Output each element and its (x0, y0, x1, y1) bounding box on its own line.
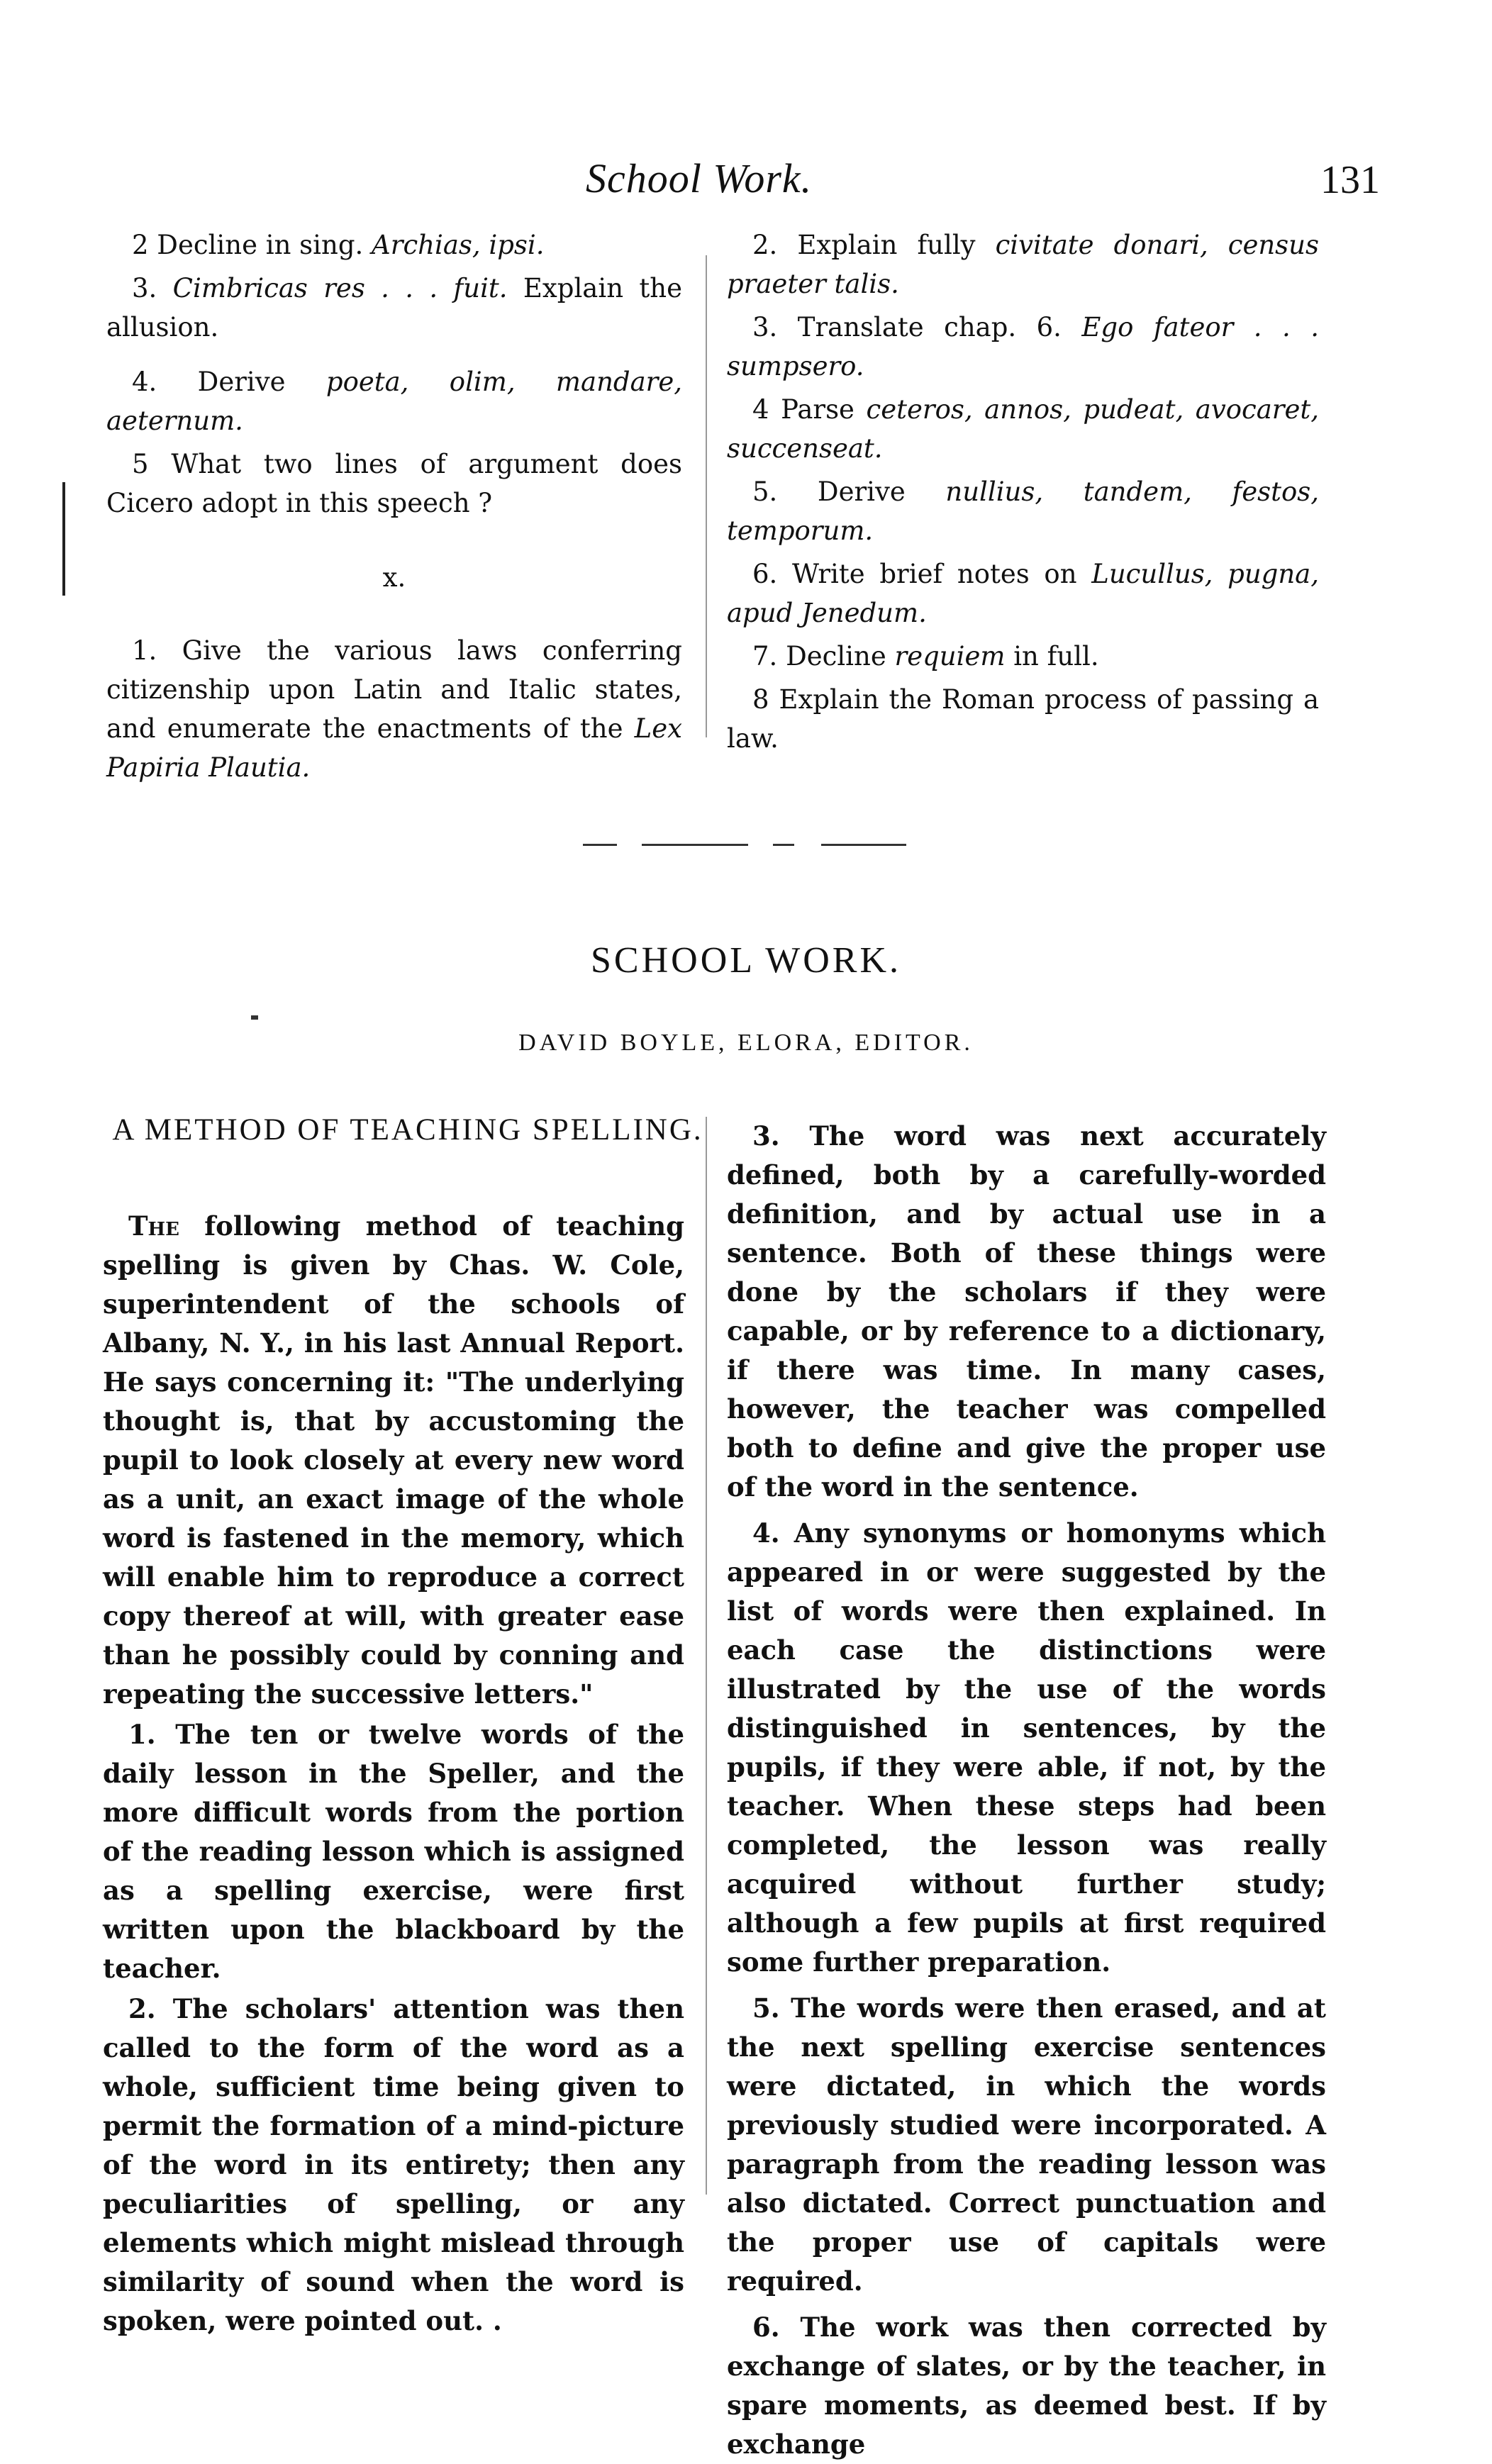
article-left-column (103, 1207, 684, 2341)
section-roman-numeral: x. (382, 562, 406, 593)
column-divider (706, 1117, 707, 2195)
separator-rule (821, 844, 906, 846)
top-left-column (106, 225, 682, 787)
article-paragraph: The following method of teaching spelling is given by Chas. W. Cole, superintendent of the schools of Albany, N. Y., in his last Annual Report. He says concerning it: "The underlying thought is, that by accustoming the pupil to look closely at every new word as a unit, an exact image of the whole word is fastened in the memory, which will enable him to reproduce a correct copy thereof at will, with greater ease than he possibly could by conning and repeating the successive letters." (103, 1210, 684, 1710)
article-title: A METHOD OF TEACHING SPELLING. (112, 1113, 703, 1147)
article-paragraph: 5. The words were then erased, and at the next spelling exercise sentences were dictated, in which the words previously studied were incorporated. A paragraph from the reading lesson was also dictated. Correct punctuation and the proper use of capitals were required. (727, 1992, 1326, 2297)
question-item: 2. Explain fully civitate donari, census praeter talis. (727, 230, 1319, 299)
article-right-column (727, 1117, 1326, 2464)
question-item: 1. Give the various laws conferring citizenship upon Latin and Italic states, and enumerate the enactments of the Lex Papiria Plautia. (106, 635, 682, 783)
question-item: 3. Translate chap. 6. Ego fateor . . . sumpsero. (727, 312, 1320, 381)
question-item: 4 Parse ceteros, annos, pudeat, avocaret, succenseat. (727, 394, 1319, 464)
question-item: 5. Derive nullius, tandem, festos, temporum. (727, 476, 1319, 546)
article-paragraph: 3. The word was next accurately defined, both by a carefully-worded definition, and by actual use in a sentence. Both of these things were done by the scholars if they were capable, or by reference to a dictionary, if there was time. In many cases, however, the teacher was compelled both to define and give the proper use of the word in the sentence. (727, 1120, 1326, 1503)
running-title: School Work. (586, 155, 813, 201)
question-item: 6. Write brief notes on Lucullus, pugna, apud Jenedum. (727, 559, 1320, 628)
page-number: 131 (1320, 158, 1380, 202)
top-right-column (727, 225, 1319, 758)
margin-mark (62, 482, 65, 596)
editor-byline: DAVID BOYLE, ELORA, EDITOR. (518, 1030, 974, 1056)
article-paragraph: 2. The scholars' attention was then called to the form of the word as a whole, sufficient time being given to permit the formation of a mind-picture of the word in its entirety; then any peculiarities of spelling, or any elements which might mislead through similarity of sound when the word is spoken, were pointed out. . (103, 1993, 684, 2336)
column-divider (706, 255, 707, 737)
section-title: SCHOOL WORK. (590, 940, 902, 981)
question-item: 3. Cimbricas res . . . fuit. Explain the allusion. (106, 273, 682, 342)
stray-mark (251, 1015, 258, 1020)
separator-rule (642, 844, 748, 846)
question-item: 8 Explain the Roman process of passing a law. (727, 684, 1319, 754)
separator-rule (773, 844, 794, 846)
article-paragraph: 1. The ten or twelve words of the daily lesson in the Speller, and the more difficult words from the portion of the reading lesson which is assigned as a spelling exercise, were first written upon the blackboard by the teacher. (103, 1719, 684, 1984)
question-item: 4. Derive poeta, olim, mandare, aeternum. (106, 367, 682, 436)
question-item: 2 Decline in sing. Archias, ipsi. (132, 230, 545, 260)
question-item: 7. Decline requiem in full. (752, 641, 1099, 671)
article-paragraph: 4. Any synonyms or homonyms which appeared in or were suggested by the list of words were then explained. In each case the distinctions were illustrated by the use of the words distinguished in sentences, by the pupils, if they were able, if not, by the teacher. When these steps had been completed, the lesson was really acquired without further study; although a few pupils at first required some further preparation. (727, 1517, 1326, 1978)
question-item: 5 What two lines of argument does Cicero adopt in this speech ? (106, 449, 682, 518)
separator-rule (583, 844, 617, 846)
article-paragraph: 6. The work was then corrected by exchange of slates, or by the teacher, in spare moments, as deemed best. If by exchange (727, 2312, 1326, 2460)
